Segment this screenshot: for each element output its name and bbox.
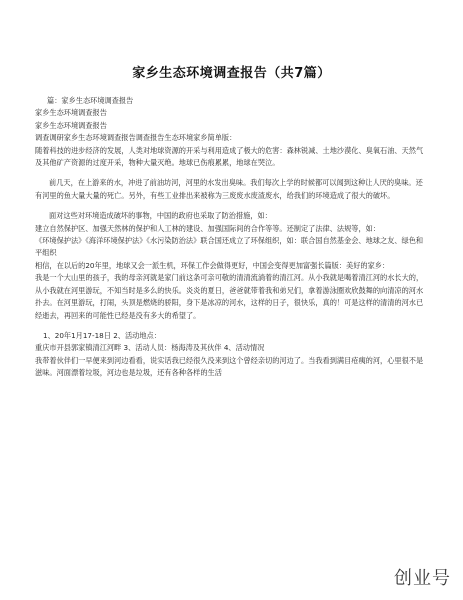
paragraph-line: 面对这些对环境造成破坏的事物，中国的政府也采取了防治措施，如： xyxy=(49,211,272,221)
paragraph-line: 随着科技的进步经济的发展，人类对地球资源的开采与利用造成了极大的危害：森林锐减、土地沙漠化、臭氧石油、天然气及其他矿产资源的过度开采，物种大量灭绝。地球已伤痕累累，地球在哭泣。 xyxy=(35,145,424,168)
paragraph-line: 《环境保护法》《海洋环境保护法》《水污染防治法》联合国还成立了环保组织，如：联合国自然基金会、地球之友、绿色和平组织 xyxy=(35,236,424,258)
document-body xyxy=(35,95,429,380)
paragraph-line: 我是一个大山里的孩子，我的母亲河就是家门前这条可亲可敬的清清流淌着的清江河。从小我就是喝着清江河的水长大的，从小我就在河里游玩，不知当时是多么的快乐。炎炎的夏日，爸爸就带着我和弟兄们，拿着游泳圈欢欣鼓舞的向清凉的河水扑去。在河里游玩，打闹，头顶是燃烧的骄阳，身下是冰凉的河水，这样的日子，很快乐，真的！可是这样的清清的河水已经逝去，再回来的可能性已经是没有多大的希望了。 xyxy=(35,273,424,320)
paragraph-line: 重庆市开县郭家镇清江河畔 3、活动人员：杨海涛及其伙伴 4、活动情况 xyxy=(35,343,265,353)
paragraph-line: 家乡生态环境调查报告 xyxy=(35,108,107,118)
paragraph-line: 篇：家乡生态环境调查报告 xyxy=(47,96,134,105)
watermark-logo: 创业号 xyxy=(394,568,451,589)
document-title: 家乡生态环境调查报告（共7篇） xyxy=(132,66,331,81)
paragraph-line: 建立自然保护区、加强天然林的保护和人工林的建设、加强国际间的合作等等。还制定了法律、法规等，如： xyxy=(35,223,381,233)
paragraph-line: 相信，在以后的20年里，地球又会一派生机，环保工作会做得更好，中国会变得更加富强长篇版：美好的家乡： xyxy=(35,260,390,270)
paragraph-line: 1、20年1月17-18日 2、活动地点： xyxy=(43,330,161,340)
paragraph-line: 前几天，在上游来的水，冲进了前油坊河，河里的水发出臭味。我们每次上学的时候都可以闻到这种让人厌的臭味。还有河里的鱼大量大量的死亡。另外，有些工业排出来被称为三废废水废渣废水，给我们的环境造成了很大的破坏。 xyxy=(35,178,423,200)
paragraph-line: 我带着伙伴们一早便来到河边看看，说实话我已经很久没来到这个曾经亲切的河边了。当我看到满目疮痍的河，心里很不是滋味。河面漂着垃圾，河边也是垃圾，还有各种各样的生活 xyxy=(35,355,424,378)
paragraph-line: 调查调研家乡生态环境调查报告调查报告生态环境家乡简单版： xyxy=(35,133,237,143)
paragraph-line: 家乡生态环境调查报告 xyxy=(35,120,107,130)
